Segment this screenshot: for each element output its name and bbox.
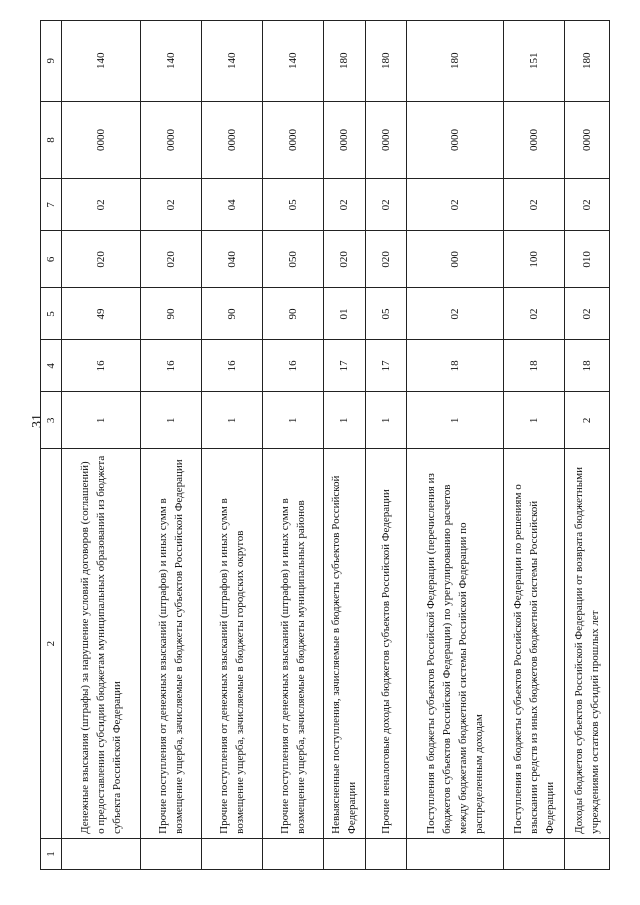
cell-col9: 180 — [324, 21, 366, 102]
cell-col4: 18 — [503, 340, 564, 392]
cell-col3: 1 — [324, 392, 366, 449]
cell-col5: 49 — [62, 288, 141, 340]
header-cell: 3 — [41, 392, 62, 449]
cell-col6: 010 — [564, 231, 609, 288]
cell-col4: 18 — [406, 340, 503, 392]
cell-col7: 02 — [141, 179, 202, 231]
cell-col9: 140 — [263, 21, 324, 102]
cell-col1 — [263, 838, 324, 869]
cell-col4: 16 — [141, 340, 202, 392]
cell-col5: 01 — [324, 288, 366, 340]
cell-col8: 0000 — [503, 101, 564, 179]
table-row — [503, 21, 564, 870]
cell-col7: 02 — [564, 179, 609, 231]
cell-col3: 1 — [263, 392, 324, 449]
table-row — [202, 21, 263, 870]
cell-col6: 040 — [202, 231, 263, 288]
cell-description: Поступления в бюджеты субъектов Российской Федерации (перечисления из бюджетов субъектов Российской Федерации) по урегулированию расчетов между бюджетами бюджетной системы Российской Федерации по распределенным доходам — [406, 449, 503, 838]
header-cell: 6 — [41, 231, 62, 288]
cell-col8: 0000 — [141, 101, 202, 179]
cell-col3: 1 — [406, 392, 503, 449]
table-row — [141, 21, 202, 870]
cell-description: Невыясненные поступления, зачисляемые в бюджеты субъектов Российской Федерации — [324, 449, 366, 838]
cell-col5: 90 — [202, 288, 263, 340]
cell-col4: 16 — [263, 340, 324, 392]
cell-col5: 02 — [406, 288, 503, 340]
cell-col9: 140 — [62, 21, 141, 102]
cell-col7: 02 — [62, 179, 141, 231]
budget-codes-table — [40, 20, 610, 870]
header-cell: 5 — [41, 288, 62, 340]
cell-col8: 0000 — [202, 101, 263, 179]
cell-col3: 1 — [365, 392, 406, 449]
header-row — [41, 21, 62, 870]
cell-col5: 02 — [564, 288, 609, 340]
cell-col8: 0000 — [324, 101, 366, 179]
header-cell: 4 — [41, 340, 62, 392]
cell-col1 — [406, 838, 503, 869]
cell-col1 — [62, 838, 141, 869]
cell-description: Денежные взыскания (штрафы) за нарушение условий договоров (соглашений) о предоставлении субсидии бюджетам муниципальных образований из бюджета субъекта Российской Федерации — [62, 449, 141, 838]
cell-col6: 020 — [324, 231, 366, 288]
cell-col9: 140 — [202, 21, 263, 102]
cell-col6: 020 — [365, 231, 406, 288]
cell-col9: 180 — [365, 21, 406, 102]
cell-col7: 05 — [263, 179, 324, 231]
cell-col4: 17 — [324, 340, 366, 392]
cell-description: Доходы бюджетов субъектов Российской Федерации от возврата бюджетными учреждениями остатков субсидий прошлых лет — [564, 449, 609, 838]
table-row — [564, 21, 609, 870]
cell-col8: 0000 — [564, 101, 609, 179]
table-row — [365, 21, 406, 870]
cell-col7: 02 — [503, 179, 564, 231]
cell-col4: 16 — [62, 340, 141, 392]
cell-col1 — [141, 838, 202, 869]
cell-col7: 02 — [365, 179, 406, 231]
rotated-table-container — [40, 20, 610, 870]
cell-col4: 16 — [202, 340, 263, 392]
cell-col3: 1 — [202, 392, 263, 449]
cell-col1 — [365, 838, 406, 869]
cell-col6: 050 — [263, 231, 324, 288]
header-cell: 1 — [41, 838, 62, 869]
cell-description: Прочие поступления от денежных взысканий (штрафов) и иных сумм в возмещение ущерба, зачисляемые в бюджеты муниципальных районов — [263, 449, 324, 838]
cell-col3: 1 — [141, 392, 202, 449]
cell-col8: 0000 — [263, 101, 324, 179]
cell-col6: 020 — [141, 231, 202, 288]
cell-col6: 100 — [503, 231, 564, 288]
cell-col4: 18 — [564, 340, 609, 392]
cell-col9: 151 — [503, 21, 564, 102]
header-cell: 7 — [41, 179, 62, 231]
cell-col4: 17 — [365, 340, 406, 392]
table-row — [324, 21, 366, 870]
header-cell: 2 — [41, 449, 62, 838]
cell-col7: 02 — [406, 179, 503, 231]
cell-col1 — [324, 838, 366, 869]
cell-col6: 020 — [62, 231, 141, 288]
cell-col3: 2 — [564, 392, 609, 449]
table-row — [263, 21, 324, 870]
cell-col5: 02 — [503, 288, 564, 340]
table-row — [62, 21, 141, 870]
table-row — [406, 21, 503, 870]
cell-description: Поступления в бюджеты субъектов Российской Федерации по решениям о взыскании средств из иных бюджетов бюджетной системы Российской Федерации — [503, 449, 564, 838]
cell-col8: 0000 — [406, 101, 503, 179]
cell-col1 — [564, 838, 609, 869]
cell-col1 — [202, 838, 263, 869]
cell-col5: 90 — [263, 288, 324, 340]
cell-col5: 90 — [141, 288, 202, 340]
cell-col8: 0000 — [365, 101, 406, 179]
cell-description: Прочие поступления от денежных взысканий (штрафов) и иных сумм в возмещение ущерба, зачисляемые в бюджеты субъектов Российской Федерации — [141, 449, 202, 838]
cell-col8: 0000 — [62, 101, 141, 179]
cell-col1 — [503, 838, 564, 869]
page-number: 31 — [30, 414, 45, 428]
cell-col5: 05 — [365, 288, 406, 340]
cell-col6: 000 — [406, 231, 503, 288]
cell-col3: 1 — [62, 392, 141, 449]
cell-col9: 180 — [564, 21, 609, 102]
cell-col7: 02 — [324, 179, 366, 231]
cell-col9: 180 — [406, 21, 503, 102]
header-cell: 9 — [41, 21, 62, 102]
cell-description: Прочие неналоговые доходы бюджетов субъектов Российской Федерации — [365, 449, 406, 838]
cell-col7: 04 — [202, 179, 263, 231]
cell-col3: 1 — [503, 392, 564, 449]
cell-description: Прочие поступления от денежных взысканий (штрафов) и иных сумм в возмещение ущерба, зачисляемые в бюджеты городских округов — [202, 449, 263, 838]
cell-col9: 140 — [141, 21, 202, 102]
header-cell: 8 — [41, 101, 62, 179]
